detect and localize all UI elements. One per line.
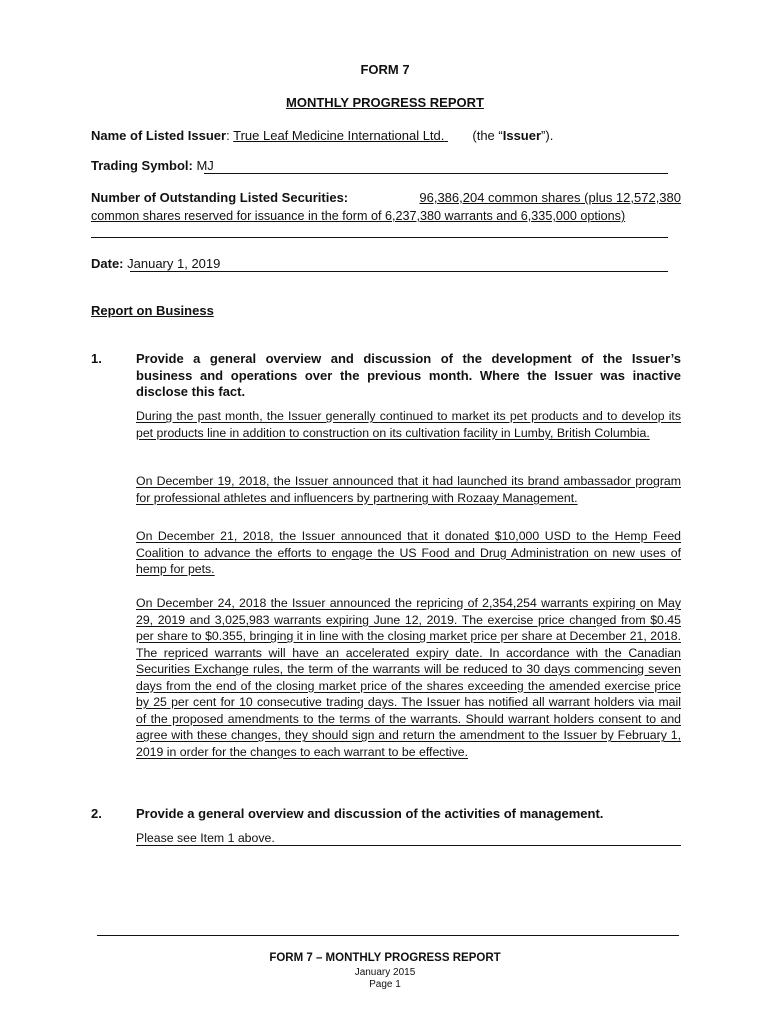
date-value: January 1, 2019	[127, 256, 221, 271]
item-2-number: 2.	[91, 806, 102, 821]
item-1-question-line: business and operations over the previous month. Where the Issuer was inactive	[136, 367, 681, 383]
securities-value-line1: 96,386,204 common shares (plus 12,572,380	[419, 190, 681, 205]
issuer-suffix-bold: Issuer	[502, 128, 542, 143]
footer-rule	[97, 935, 679, 936]
issuer-row	[91, 127, 553, 145]
section-heading: Report on Business	[91, 303, 214, 318]
item-1-paragraph: During the past month, the Issuer generally continued to market its pet products and to develop its pet products line in addition to construction on its cultivation facility in Lumby, British Columbia.	[136, 409, 681, 440]
footer-page: Page 1	[369, 979, 401, 990]
footer-date: January 2015	[354, 967, 416, 978]
symbol-label: Trading Symbol:	[91, 158, 193, 173]
securities-row	[91, 189, 681, 225]
symbol-row	[91, 157, 214, 175]
date-fill-line	[130, 271, 668, 272]
securities-value-line2: common shares reserved for issuance in the form of 6,237,380 warrants and 6,335,000 options)	[91, 209, 626, 223]
symbol-fill-line	[204, 173, 668, 174]
item-1-question	[136, 351, 681, 401]
item-2-paragraph: Please see Item 1 above.	[136, 831, 275, 845]
form-title: FORM 7	[360, 62, 410, 77]
date-label: Date:	[91, 256, 124, 271]
report-title: MONTHLY PROGRESS REPORT	[286, 95, 484, 110]
item-1-question-line: disclose this fact.	[136, 384, 246, 399]
item-1-paragraph: On December 19, 2018, the Issuer announced that it had launched its brand ambassador program for professional athletes and influencers by partnering with Rozaay Management.	[136, 474, 681, 505]
issuer-label: Name of Listed Issuer	[91, 128, 227, 143]
securities-label: Number of Outstanding Listed Securities:	[91, 190, 349, 205]
issuer-blank	[444, 127, 472, 145]
item-1-number: 1.	[91, 351, 102, 366]
item-1-question-line: Provide a general overview and discussion of the development of the Issuer’s	[136, 351, 681, 366]
issuer-suffix-post: ”).	[541, 128, 554, 143]
securities-blank-line	[91, 237, 668, 238]
issuer-suffix-pre: (the “	[472, 128, 503, 143]
issuer-colon: :	[226, 128, 230, 143]
symbol-value: MJ	[196, 158, 214, 173]
item-1-paragraph: On December 21, 2018, the Issuer announced that it donated $10,000 USD to the Hemp Feed Coalition to advance the efforts to engage the US Food and Drug Administration on new uses of hemp for pets.	[136, 529, 681, 576]
issuer-value: True Leaf Medicine International Ltd.	[233, 128, 445, 143]
item-1-paragraph: On December 24, 2018 the Issuer announced the repricing of 2,354,254 warrants expiring on May 29, 2019 and 3,025,983 warrants expiring June 12, 2019. The exercise price changed from $0.45 per share to $0.355, bringing it in line with the closing market price per share at December 21, 2018. The repriced warrants will have an accelerated expiry date. In accordance with the Canadian Securities Exchange rules, the term of the warrants will be reduced to 30 days commencing seven days from the end of the closing market price of the shares exceeding the amended exercise price by 25 per cent for 10 consecutive trading days. The Issuer has notified all warrant holders via mail of the proposed amendments to the terms of the warrants. Should warrant holders consent to and agree with these changes, they should sign and return the amendment to the Issuer by February 1, 2019 in order for the changes to each warrant to be effective.	[136, 596, 681, 759]
item-2-question-line: Provide a general overview and discussion of the activities of management.	[136, 806, 604, 821]
footer-title: FORM 7 – MONTHLY PROGRESS REPORT	[269, 952, 501, 964]
item-2-question	[136, 806, 681, 823]
item-2-fill-line	[136, 845, 681, 846]
